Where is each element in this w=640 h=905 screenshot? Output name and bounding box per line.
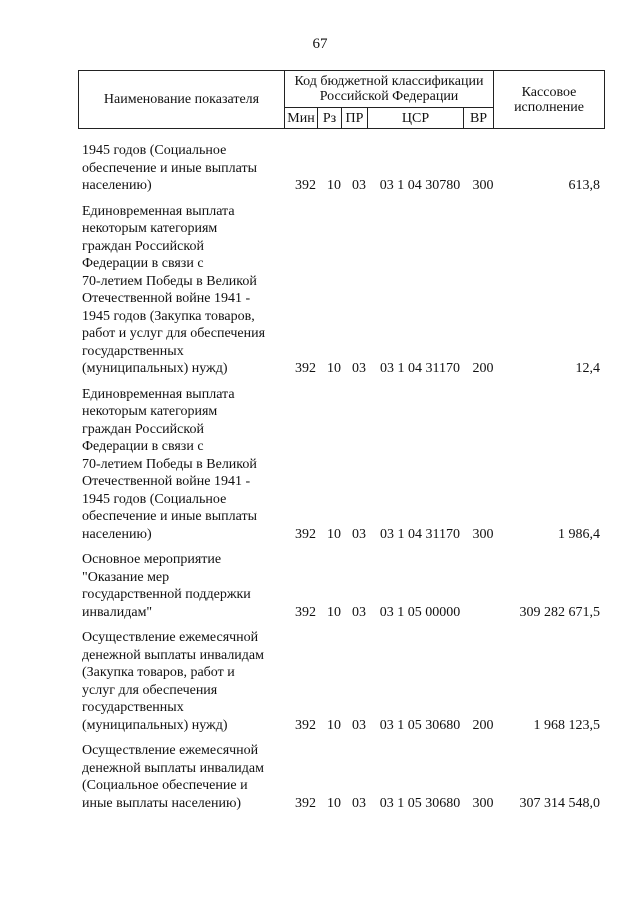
- row-name-line: Осуществление ежемесячной: [82, 630, 259, 645]
- cell-min: 392: [295, 604, 316, 620]
- row-name-line: денежной выплаты инвалидам: [82, 760, 264, 776]
- row-name-line: (муниципальных) нужд): [82, 717, 228, 733]
- cell-pr: 03: [352, 361, 366, 376]
- row-name-line: Осуществление ежемесячной: [82, 743, 259, 758]
- cell-rz: 10: [327, 526, 341, 542]
- row-name-line: работ и услуг для обеспечения: [82, 326, 266, 341]
- cell-min: 392: [295, 717, 316, 733]
- table-header: [78, 70, 605, 129]
- row-name-line: некоторым категориям: [82, 404, 218, 419]
- cell-pr: 03: [352, 178, 366, 193]
- row-name-line: (Закупка товаров, работ и: [82, 665, 235, 680]
- row-name-line: Федерации в связи с: [82, 439, 204, 454]
- cell-pr: 03: [352, 604, 366, 620]
- row-name-line: населению): [82, 178, 152, 193]
- cell-csr: 03 1 04 31170: [380, 361, 460, 376]
- cell-pr: 03: [352, 795, 366, 811]
- table-row: [78, 551, 604, 621]
- table-row: [78, 742, 604, 812]
- row-name-line: "Оказание мер: [82, 569, 170, 585]
- header-name: Наименование показателя: [79, 71, 285, 129]
- cell-min: 392: [295, 526, 316, 542]
- cell-vr: 300: [472, 795, 494, 811]
- row-name-line: услуг для обеспечения: [82, 682, 218, 698]
- cell-pr: 03: [352, 717, 366, 733]
- cell-rz: 10: [327, 717, 341, 733]
- header-kbk: Код бюджетной классификации Российской Федерации: [285, 71, 494, 108]
- cell-min: 392: [295, 178, 316, 193]
- row-name-line: граждан Российской: [82, 421, 204, 437]
- cell-vr: 200: [472, 717, 494, 733]
- row-name-line: обеспечение и иные выплаты: [82, 509, 257, 524]
- row-name-line: обеспечение и иные выплаты: [82, 160, 257, 176]
- cell-rz: 10: [327, 361, 341, 376]
- cell-csr: 03 1 05 30680: [379, 795, 461, 811]
- header-kassa: Кассовое исполнение: [494, 71, 605, 129]
- cell-rz: 10: [327, 178, 341, 193]
- cell-sum: 12,4: [575, 361, 600, 376]
- row-name-line: 1945 годов (Социальное: [82, 491, 227, 507]
- row-name-line: граждан Российской: [82, 238, 204, 254]
- cell-csr: 03 1 05 00000: [379, 604, 461, 620]
- row-name-line: инвалидам": [82, 604, 153, 620]
- table-row: [78, 142, 604, 195]
- header-col-vr: ВР: [464, 108, 494, 129]
- row-name-line: 70-летием Победы в Великой: [82, 273, 257, 289]
- row-name-line: 70-летием Победы в Великой: [82, 456, 257, 472]
- cell-vr: 300: [472, 526, 494, 542]
- cell-rz: 10: [327, 604, 341, 620]
- page-number: 67: [312, 36, 328, 52]
- cell-pr: 03: [352, 526, 366, 542]
- header-col-csr: ЦСР: [368, 108, 464, 129]
- row-name-line: Отечественной войне 1941 -: [82, 291, 251, 306]
- table-row: [78, 629, 604, 734]
- table-row: [78, 386, 604, 544]
- cell-csr: 03 1 04 31170: [380, 526, 460, 542]
- row-name-line: Отечественной войне 1941 -: [82, 474, 251, 489]
- table-body: [78, 142, 604, 820]
- row-name: [78, 203, 287, 378]
- row-name-line: государственной поддержки: [82, 587, 251, 602]
- row-name: [78, 386, 287, 544]
- cell-sum: 613,8: [568, 178, 600, 193]
- row-name-line: государственных: [82, 343, 184, 359]
- header-col-pr: ПР: [342, 108, 368, 129]
- row-name-line: 1945 годов (Социальное: [82, 143, 227, 158]
- row-name-line: Единовременная выплата: [82, 203, 235, 219]
- cell-vr: 200: [472, 361, 494, 376]
- header-col-rz: Рз: [318, 108, 342, 129]
- row-name-line: некоторым категориям: [82, 221, 218, 236]
- row-name-line: иные выплаты населению): [82, 795, 242, 811]
- row-name-line: (Социальное обеспечение и: [82, 778, 248, 793]
- cell-min: 392: [295, 361, 316, 376]
- row-name-line: Единовременная выплата: [82, 386, 235, 402]
- row-name-line: Основное мероприятие: [82, 552, 222, 567]
- row-name-line: денежной выплаты инвалидам: [82, 647, 264, 663]
- table-row: [78, 203, 604, 378]
- cell-csr: 03 1 05 30680: [379, 717, 461, 733]
- cell-sum: 307 314 548,0: [519, 795, 600, 811]
- row-name-line: 1945 годов (Закупка товаров,: [82, 308, 255, 324]
- cell-csr: 03 1 04 30780: [379, 178, 461, 193]
- row-name-line: государственных: [82, 700, 184, 715]
- cell-sum: 1 986,4: [558, 526, 600, 542]
- row-name-line: (муниципальных) нужд): [82, 361, 228, 376]
- cell-sum: 1 968 123,5: [533, 717, 600, 733]
- cell-sum: 309 282 671,5: [519, 604, 600, 620]
- row-name-line: населению): [82, 526, 152, 542]
- header-col-min: Мин: [285, 108, 318, 129]
- cell-vr: 300: [472, 178, 494, 193]
- cell-rz: 10: [327, 795, 341, 811]
- row-name-line: Федерации в связи с: [82, 256, 204, 271]
- cell-min: 392: [295, 795, 316, 811]
